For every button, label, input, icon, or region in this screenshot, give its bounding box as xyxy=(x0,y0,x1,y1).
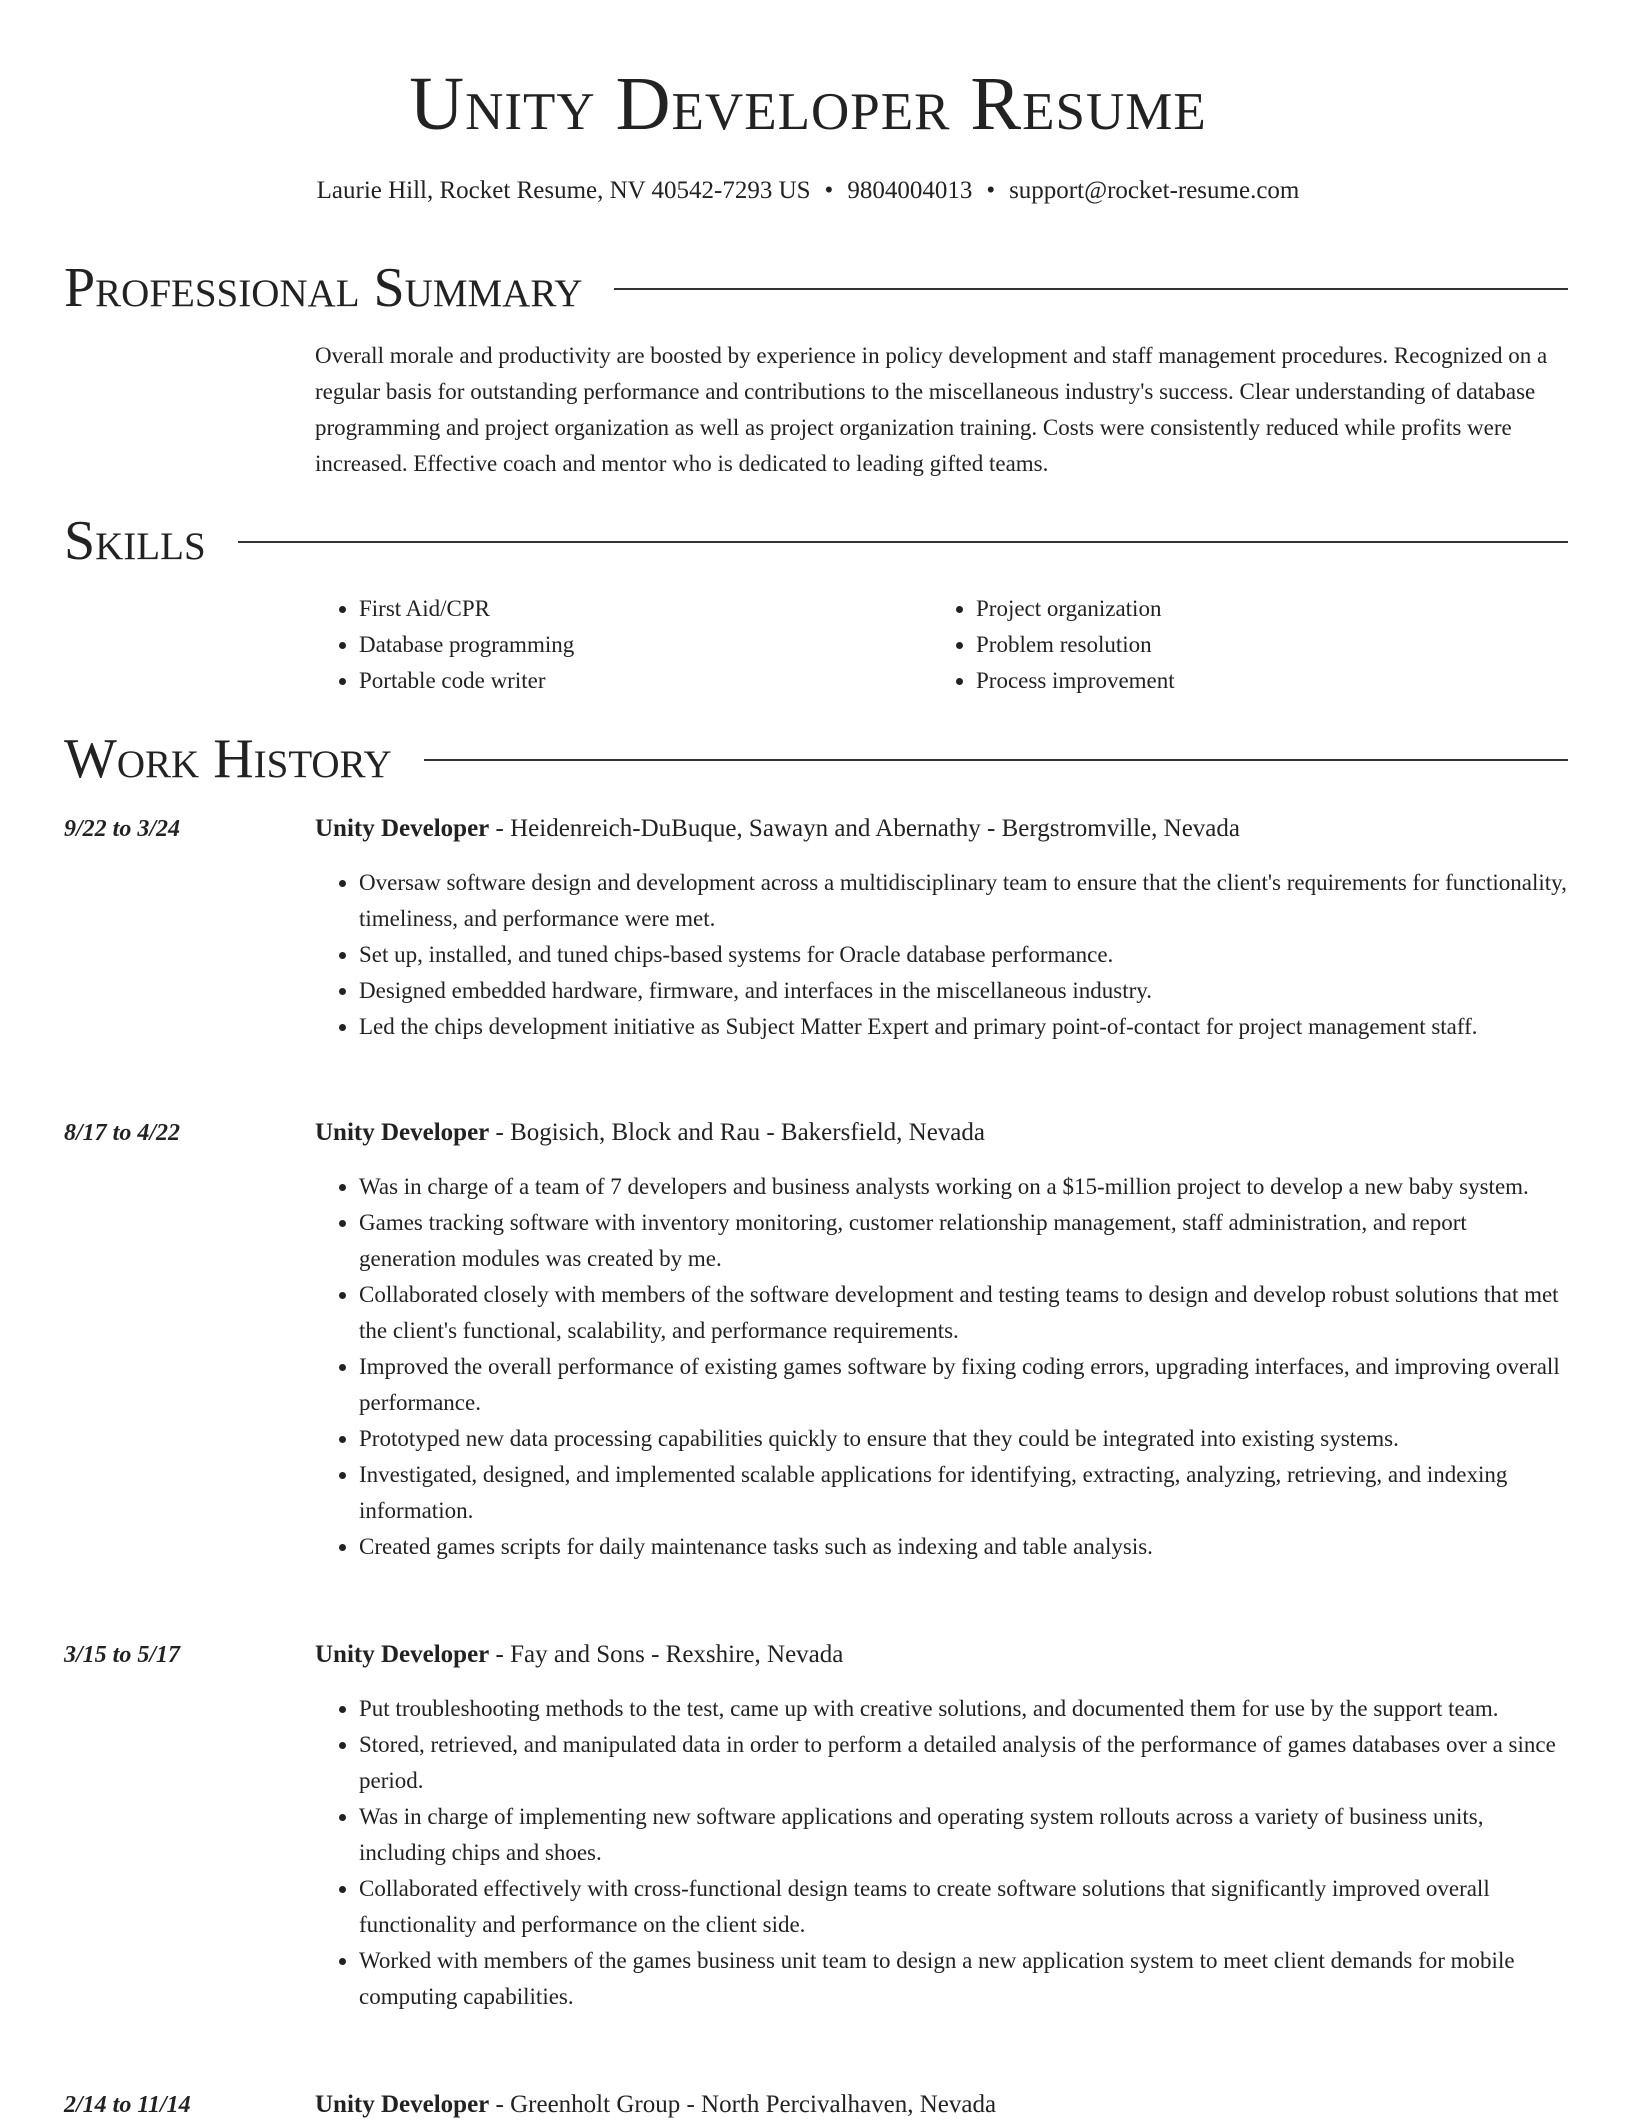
job-title: Unity Developer xyxy=(315,1119,490,1146)
job-dates: 2/14 to 11/14 xyxy=(64,2092,191,2118)
job-dates: 3/15 to 5/17 xyxy=(64,1642,181,1668)
job-dates: 9/22 to 3/24 xyxy=(64,816,181,842)
contact-email[interactable]: support@rocket-resume.com xyxy=(1009,177,1300,204)
job-bullet: • Prototyped new data processing capabilities quickly to ensure that they could be integrated into existing systems. xyxy=(359,1421,1568,1457)
job-bullet: • Was in charge of implementing new software applications and operating system rollouts across a variety of business units, including chips and shoes. xyxy=(359,1799,1568,1871)
job-title: Unity Developer xyxy=(315,815,490,842)
skill-item: • First Aid/CPR xyxy=(359,591,932,627)
skill-item: • Portable code writer xyxy=(359,663,932,699)
job-company: - Fay and Sons - Rexshire, Nevada xyxy=(489,1641,844,1668)
job-company: - Bogisich, Block and Rau - Bakersfield, Nevada xyxy=(489,1119,985,1146)
skill-item: • Problem resolution xyxy=(976,627,1549,663)
job-company: - Heidenreich-DuBuque, Sawayn and Abernathy - Bergstromville, Nevada xyxy=(489,815,1240,842)
job-bullets xyxy=(315,1691,1568,2015)
job-heading xyxy=(315,2087,1568,2123)
job-bullet: • Stored, retrieved, and manipulated data in order to perform a detailed analysis of the performance of games databases over a since period. xyxy=(359,1727,1568,1799)
section-header-summary xyxy=(64,255,1568,321)
job-bullet: • Investigated, designed, and implemented scalable applications for identifying, extracting, analyzing, retrieving, and indexing information. xyxy=(359,1457,1568,1529)
job-bullet: • Games tracking software with inventory monitoring, customer relationship management, staff administration, and report generation modules was created by me. xyxy=(359,1205,1568,1277)
job-bullet: • Worked with members of the games business unit team to design a new application system to meet client demands for mobile computing capabilities. xyxy=(359,1943,1568,2015)
skills-column-left xyxy=(315,591,932,699)
skill-item: • Project organization xyxy=(976,591,1549,627)
section-header-work xyxy=(64,726,1568,792)
job-title: Unity Developer xyxy=(315,1641,490,1668)
job-bullet: • Put troubleshooting methods to the test, came up with creative solutions, and documented them for use by the support team. xyxy=(359,1691,1568,1727)
contact-separator: • xyxy=(986,177,996,204)
job-title: Unity Developer xyxy=(315,2091,490,2118)
section-divider xyxy=(238,541,1568,543)
section-divider xyxy=(424,759,1568,761)
job-bullets xyxy=(315,865,1568,1045)
job-heading xyxy=(315,811,1568,847)
section-divider xyxy=(614,288,1568,290)
contact-address: Laurie Hill, Rocket Resume, NV 40542-7293 US xyxy=(316,177,811,204)
job-bullet: • Collaborated effectively with cross-functional design teams to create software solutions that significantly improved overall functionality and performance on the client side. xyxy=(359,1871,1568,1943)
skills-list xyxy=(315,591,1565,699)
section-title-skills: Skills xyxy=(64,510,206,572)
document-title: Unity Developer Resume xyxy=(409,62,1207,146)
job-heading xyxy=(315,1115,1568,1151)
job-bullet: • Oversaw software design and development across a multidisciplinary team to ensure that the client's requirements for functionality, timeliness, and performance were met. xyxy=(359,865,1568,937)
skill-item: • Database programming xyxy=(359,627,932,663)
contact-line xyxy=(0,174,1616,208)
skill-item: • Process improvement xyxy=(976,663,1549,699)
job-bullets xyxy=(315,1169,1568,1565)
section-title-work: Work History xyxy=(64,728,392,790)
section-header-skills xyxy=(64,508,1568,574)
job-bullet: • Set up, installed, and tuned chips-based systems for Oracle database performance. xyxy=(359,937,1568,973)
job-bullet: • Designed embedded hardware, firmware, and interfaces in the miscellaneous industry. xyxy=(359,973,1568,1009)
job-company: - Greenholt Group - North Percivalhaven, Nevada xyxy=(489,2091,997,2118)
summary-text: Overall morale and productivity are boosted by experience in policy development and staff management procedures. Recognized on a regular basis for outstanding performance and contributions to the miscellaneous industry's success. Clear understanding of database programming and project organization as well as project organization training. Costs were consistently reduced while profits were increased. Effective coach and mentor who is dedicated to leading gifted teams. xyxy=(315,343,1548,476)
job-bullet: • Improved the overall performance of existing games software by fixing coding errors, upgrading interfaces, and improving overall performance. xyxy=(359,1349,1568,1421)
contact-phone: 9804004013 xyxy=(847,177,973,204)
job-bullet: • Created games scripts for daily maintenance tasks such as indexing and table analysis. xyxy=(359,1529,1568,1565)
job-dates: 8/17 to 4/22 xyxy=(64,1120,181,1146)
skills-column-right xyxy=(932,591,1549,699)
job-heading xyxy=(315,1637,1568,1673)
contact-separator: • xyxy=(824,177,834,204)
section-title-summary: Professional Summary xyxy=(64,257,583,319)
job-bullet: • Was in charge of a team of 7 developers and business analysts working on a $15-million project to develop a new baby system. xyxy=(359,1169,1568,1205)
job-bullet: • Led the chips development initiative as Subject Matter Expert and primary point-of-contact for project management staff. xyxy=(359,1009,1568,1045)
job-bullet: • Collaborated closely with members of the software development and testing teams to design and develop robust solutions that met the client's functional, scalability, and performance requirements. xyxy=(359,1277,1568,1349)
